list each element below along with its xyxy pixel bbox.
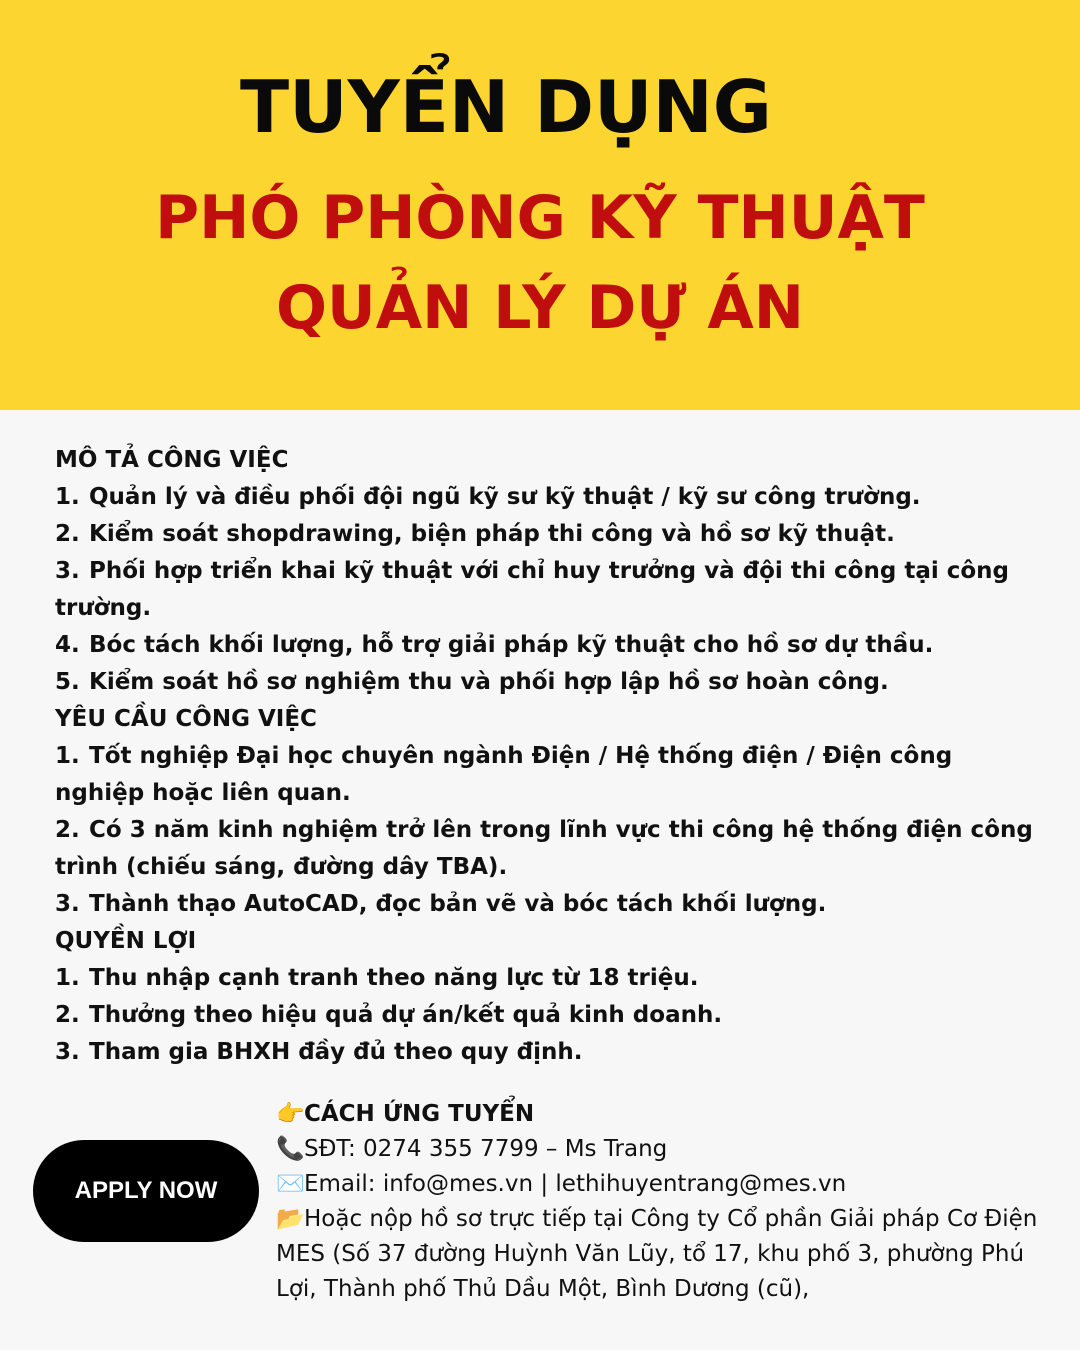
phone-line — [276, 1132, 1056, 1167]
item-text: Phối hợp triển khai kỹ thuật với chỉ huy trưởng và đội thi công tại công trường. — [55, 558, 1009, 621]
item-text: Kiểm soát shopdrawing, biện pháp thi công và hồ sơ kỹ thuật. — [89, 521, 895, 547]
item-text: Thành thạo AutoCAD, đọc bản vẽ và bóc tách khối lượng. — [89, 891, 827, 917]
item-text: Quản lý và điều phối đội ngũ kỹ sư kỹ thuật / kỹ sư công trường. — [89, 484, 921, 510]
item-text: Thưởng theo hiệu quả dự án/kết quả kinh doanh. — [89, 1002, 723, 1028]
item-text: Tốt nghiệp Đại học chuyên ngành Điện / Hệ thống điện / Điện công nghiệp hoặc liên quan. — [55, 743, 953, 806]
contact-info — [276, 1097, 1056, 1307]
benefits-heading: QUYỀN LỢI — [55, 928, 197, 954]
benefit-item — [55, 960, 1035, 997]
address-line — [276, 1202, 1056, 1307]
item-number: 2. — [55, 521, 80, 547]
description-item — [55, 664, 1035, 701]
benefit-item — [55, 1034, 1035, 1071]
page-title: TUYỂN DỤNG — [240, 65, 772, 149]
requirement-item — [55, 812, 1035, 886]
item-number: 1. — [55, 484, 80, 510]
item-text: Kiểm soát hồ sơ nghiệm thu và phối hợp lập hồ sơ hoàn công. — [89, 669, 889, 695]
email-line — [276, 1167, 1056, 1202]
header-banner — [0, 0, 1080, 410]
email-text[interactable]: Email: info@mes.vn | lethihuyentrang@mes.vn — [304, 1171, 847, 1197]
apply-heading — [276, 1097, 1056, 1132]
address-text: Hoặc nộp hồ sơ trực tiếp tại Công ty Cổ phần Giải pháp Cơ Điện MES (Số 37 đường Huỳnh Văn Lũy, tổ 17, khu phố 3, phường Phú Lợi, Thành phố Thủ Dầu Một, Bình Dương (cũ), — [276, 1206, 1038, 1302]
item-text: Có 3 năm kinh nghiệm trở lên trong lĩnh vực thi công hệ thống điện công trình (chiếu sáng, đường dây TBA). — [55, 817, 1033, 880]
description-item — [55, 627, 1035, 664]
pointing-hand-icon: 👉 — [276, 1101, 305, 1127]
item-number: 3. — [55, 891, 80, 917]
requirements-heading: YÊU CẦU CÔNG VIỆC — [55, 706, 317, 732]
requirement-item — [55, 738, 1035, 812]
benefit-item — [55, 997, 1035, 1034]
apply-heading-text: CÁCH ỨNG TUYỂN — [304, 1101, 535, 1127]
item-number: 1. — [55, 743, 80, 769]
item-text: Tham gia BHXH đầy đủ theo quy định. — [89, 1039, 583, 1065]
folder-icon: 📂 — [276, 1206, 305, 1232]
item-number: 2. — [55, 1002, 80, 1028]
description-item — [55, 516, 1035, 553]
requirement-item — [55, 886, 1035, 923]
description-item — [55, 553, 1035, 627]
item-number: 3. — [55, 1039, 80, 1065]
job-title-line2: QUẢN LÝ DỰ ÁN — [276, 273, 804, 343]
job-details — [55, 442, 1035, 1071]
item-number: 1. — [55, 965, 80, 991]
phone-text[interactable]: SĐT: 0274 355 7799 – Ms Trang — [304, 1136, 668, 1162]
item-text: Bóc tách khối lượng, hỗ trợ giải pháp kỹ thuật cho hồ sơ dự thầu. — [89, 632, 934, 658]
apply-now-button[interactable]: APPLY NOW — [33, 1140, 259, 1242]
item-number: 4. — [55, 632, 80, 658]
description-heading: MÔ TẢ CÔNG VIỆC — [55, 447, 289, 473]
item-number: 3. — [55, 558, 80, 584]
phone-icon: 📞 — [276, 1136, 305, 1162]
job-title-line1: PHÓ PHÒNG KỸ THUẬT — [155, 183, 925, 253]
item-text: Thu nhập cạnh tranh theo năng lực từ 18 triệu. — [89, 965, 699, 991]
description-item — [55, 479, 1035, 516]
item-number: 5. — [55, 669, 80, 695]
envelope-icon: ✉️ — [276, 1171, 305, 1197]
item-number: 2. — [55, 817, 80, 843]
